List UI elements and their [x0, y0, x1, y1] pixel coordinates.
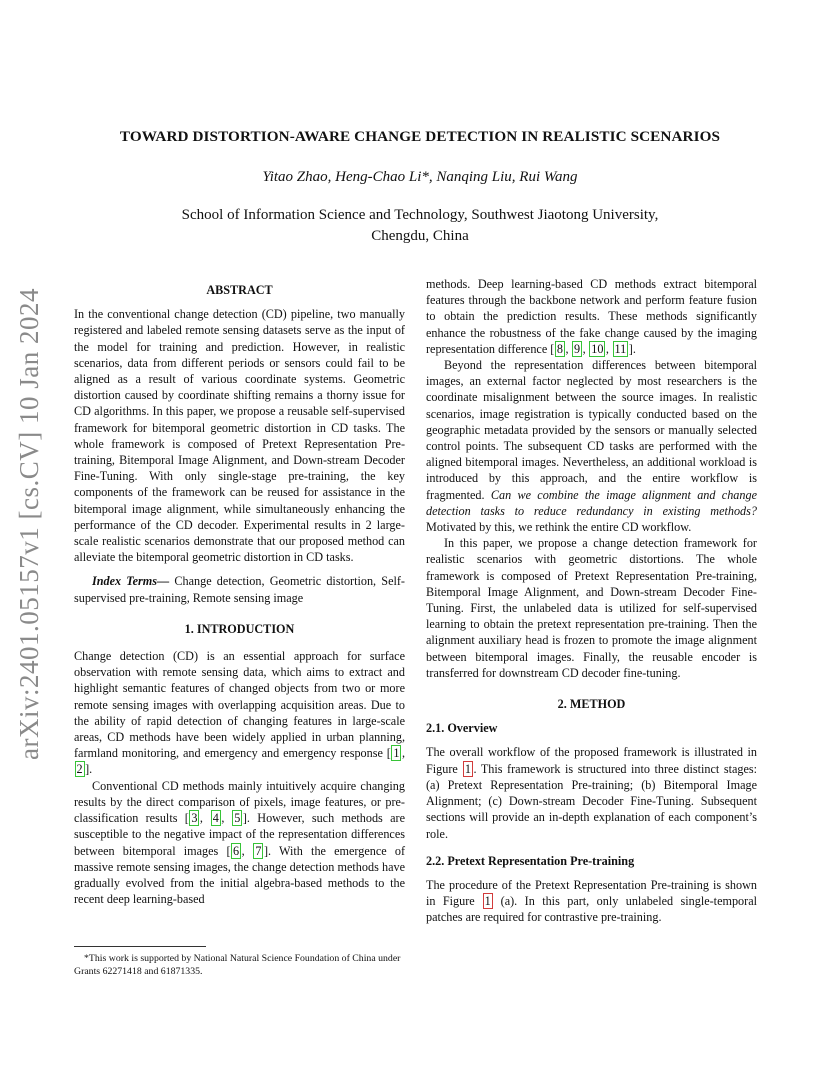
affiliation-line-1: School of Information Science and Technology, Southwest Jiaotong University,	[181, 207, 659, 223]
right-paragraph-1: methods. Deep learning-based CD methods extract bitemporal features through the backbone network and perform feature fusion to obtain the prediction results. These methods significantly enhance the robustness of the fake change caused by the imaging representation difference [ 8 , 9 , 10 , 11 ].	[426, 277, 757, 356]
pretext-text-b: (a). In this part, only unlabeled single-temporal patches are required for contrastive pre-training.	[426, 894, 757, 925]
citation-link[interactable]: 1	[393, 746, 400, 761]
overview-paragraph	[426, 744, 757, 841]
right-p2-italic: Can we combine the image alignment and change detection tasks to reduce redundancy in existing methods?	[426, 487, 757, 518]
intro-p1-text: Change detection (CD) is an essential approach for surface observation with remote sensing data, which aims to extract and highlight semantic features of changed objects from two or more remote sensing images with overlapping acquisition areas. Due to the ability of rapid detection of changing features in large-scale areas, CD methods have been widely applied in urban planning, farmland monitoring, and emergency and emergency response	[74, 649, 405, 761]
citation-link[interactable]: 2	[76, 762, 83, 777]
index-terms	[74, 573, 405, 605]
figure-ref-link[interactable]: 1	[484, 894, 491, 909]
footnote-rule	[74, 946, 206, 947]
intro-p2-text-b: . However, such methods are susceptible to the negative impact of the representation differences between bitemporal images	[74, 811, 406, 858]
pretext-heading: 2.2. Pretext Representation Pre-training	[426, 853, 635, 868]
arxiv-side-stamp: arXiv:2401.05157v1 [cs.CV] 10 Jan 2024	[14, 288, 44, 760]
intro-p1-end: .	[89, 762, 93, 777]
right-p2-text-b: Motivated by this, we rethink the entire CD workflow.	[426, 520, 692, 535]
citation-link[interactable]: 4	[212, 811, 219, 826]
right-p1-end: .	[632, 341, 636, 356]
abstract-text: In the conventional change detection (CD) pipeline, two manually registered and labeled remote sensing datasets serve as the input of the model for training and prediction. However, in realistic scenarios, data from different periods or sensors could fail to be aligned as a result of various coordinate systems. Geometric distortion caused by coordinate shifting remains a thorny issue for CD algorithms. In this paper, we propose a reusable self-supervised framework for bitemporal geometric distortion in CD tasks. The whole framework is composed of Pretext Representation Pre-training, Bitemporal Image Alignment, and Down-stream Decoder Fine-Tuning. With only single-stage pre-training, the key components of the framework can be reused for assistance in the bitemporal image alignment, while simultaneously enhancing the performance of the CD decoder. Experimental results in 2 large-scale realistic scenarios demonstrate that our proposed method can alleviate the bitemporal geometric distortion in CD tasks.	[74, 307, 405, 565]
intro-paragraph-1: Change detection (CD) is an essential approach for surface observation with remote sensing data, which aims to extract and highlight semantic features of changed objects from two or more remote sensing images with overlapping acquisition areas. Due to the ability of rapid detection of changing features in large-scale areas, CD methods have been widely applied in urban planning, farmland monitoring, and emergency and emergency response [ 1 , 2 ].	[74, 649, 405, 777]
left-column	[74, 282, 405, 907]
method-heading: 2. METHOD	[557, 697, 626, 712]
right-p2-text: Beyond the representation differences between bitemporal images, an external factor neglected by most researchers is the coordinate misalignment between the source images. In realistic scenarios, image registration is typically conducted based on the geographic metadata provided by the sensors or manually selected control points. The subsequent CD tasks are performed with the aligned bitemporal images. Nevertheless, an additional workload is introduced by this approach, and the entire workflow is fragmented.	[426, 358, 757, 502]
citation-link[interactable]: 3	[191, 811, 198, 826]
paper-title: TOWARD DISTORTION-AWARE CHANGE DETECTION IN REALISTIC SCENARIOS	[119, 128, 721, 145]
citation-link[interactable]: 11	[614, 341, 627, 356]
citation-link[interactable]: 10	[591, 341, 604, 356]
introduction-heading: 1. INTRODUCTION	[184, 621, 295, 636]
intro-p2-text-c: . With the emergence of massive remote sensing images, the change detection methods have gradually evolved from the initial algebra-based methods to the recent deep learning-based	[74, 843, 406, 907]
overview-text: The overall workflow of the proposed framework is illustrated in Figure	[426, 745, 757, 776]
index-terms-text: Change detection, Geometric distortion, Self-supervised pre-training, Remote sensing image	[74, 574, 405, 605]
intro-paragraph-2: Conventional CD methods mainly intuitively acquire changing results by the direct comparison of pixels, image features, or pre-classification results [ 3 , 4 , 5 ]. However, such methods are susceptible to the negative impact of the representation differences between bitemporal images [ 6 , 7 ]. With the emergence of massive remote sensing images, the change detection methods have gradually evolved from the initial algebra-based methods to the recent deep learning-based	[74, 778, 406, 907]
right-paragraph-2	[426, 357, 757, 535]
author-list: Yitao Zhao, Heng-Chao Li*, Nanqing Liu, Rui Wang	[262, 169, 578, 185]
index-terms-label: Index Terms—	[92, 574, 170, 589]
right-column	[426, 276, 757, 926]
intro-p2-text: Conventional CD methods mainly intuitively acquire changing results by the direct comparison of pixels, image features, or pre-classification results	[74, 778, 405, 826]
overview-heading: 2.1. Overview	[426, 721, 498, 736]
overview-text-b: . This framework is structured into three distinct stages: (a) Pretext Representation Pre-training; (b) Bitemporal Image Alignment; (c) Down-stream Decoder Fine-Tuning. Subsequent sections will provide an in-depth explanation of each component’s role.	[426, 761, 757, 841]
footnote-text: *This work is supported by National Natural Science Foundation of China under Grants 62271418 and 61871335.	[74, 953, 401, 977]
affiliation-line-2: Chengdu, China	[371, 228, 469, 244]
right-p1-text: methods. Deep learning-based CD methods extract bitemporal features through the backbone network and perform feature fusion to obtain the prediction results. These methods significantly enhance the robustness of the fake change caused by the imaging representation difference	[426, 277, 757, 356]
figure-ref-link[interactable]: 1	[464, 761, 471, 776]
pretext-text: The procedure of the Pretext Representation Pre-training is shown in Figure	[426, 877, 757, 909]
abstract-heading: ABSTRACT	[206, 283, 273, 297]
pretext-paragraph	[426, 877, 757, 926]
citation-link[interactable]: 8	[556, 341, 563, 356]
affiliation	[120, 205, 720, 247]
right-paragraph-3: In this paper, we propose a change detection framework for realistic scenarios with geometric distortions. The whole framework is composed of Pretext Representation Pre-training, Bitemporal Image Alignment, and Down-stream Decoder Fine-Tuning. First, the unlabeled data is utilized for self-supervised learning to obtain the pretext representation pre-training. Then the alignment auxiliary head is frozen to promote the image alignment between bitemporal images. Finally, the reusable encoder is transferred for downstream CD decoder fine-tuning.	[426, 536, 757, 680]
citation-link[interactable]: 5	[234, 811, 241, 826]
footnote	[74, 946, 405, 978]
citation-link[interactable]: 6	[233, 843, 240, 858]
citation-link[interactable]: 7	[255, 843, 262, 858]
citation-link[interactable]: 9	[574, 341, 581, 356]
